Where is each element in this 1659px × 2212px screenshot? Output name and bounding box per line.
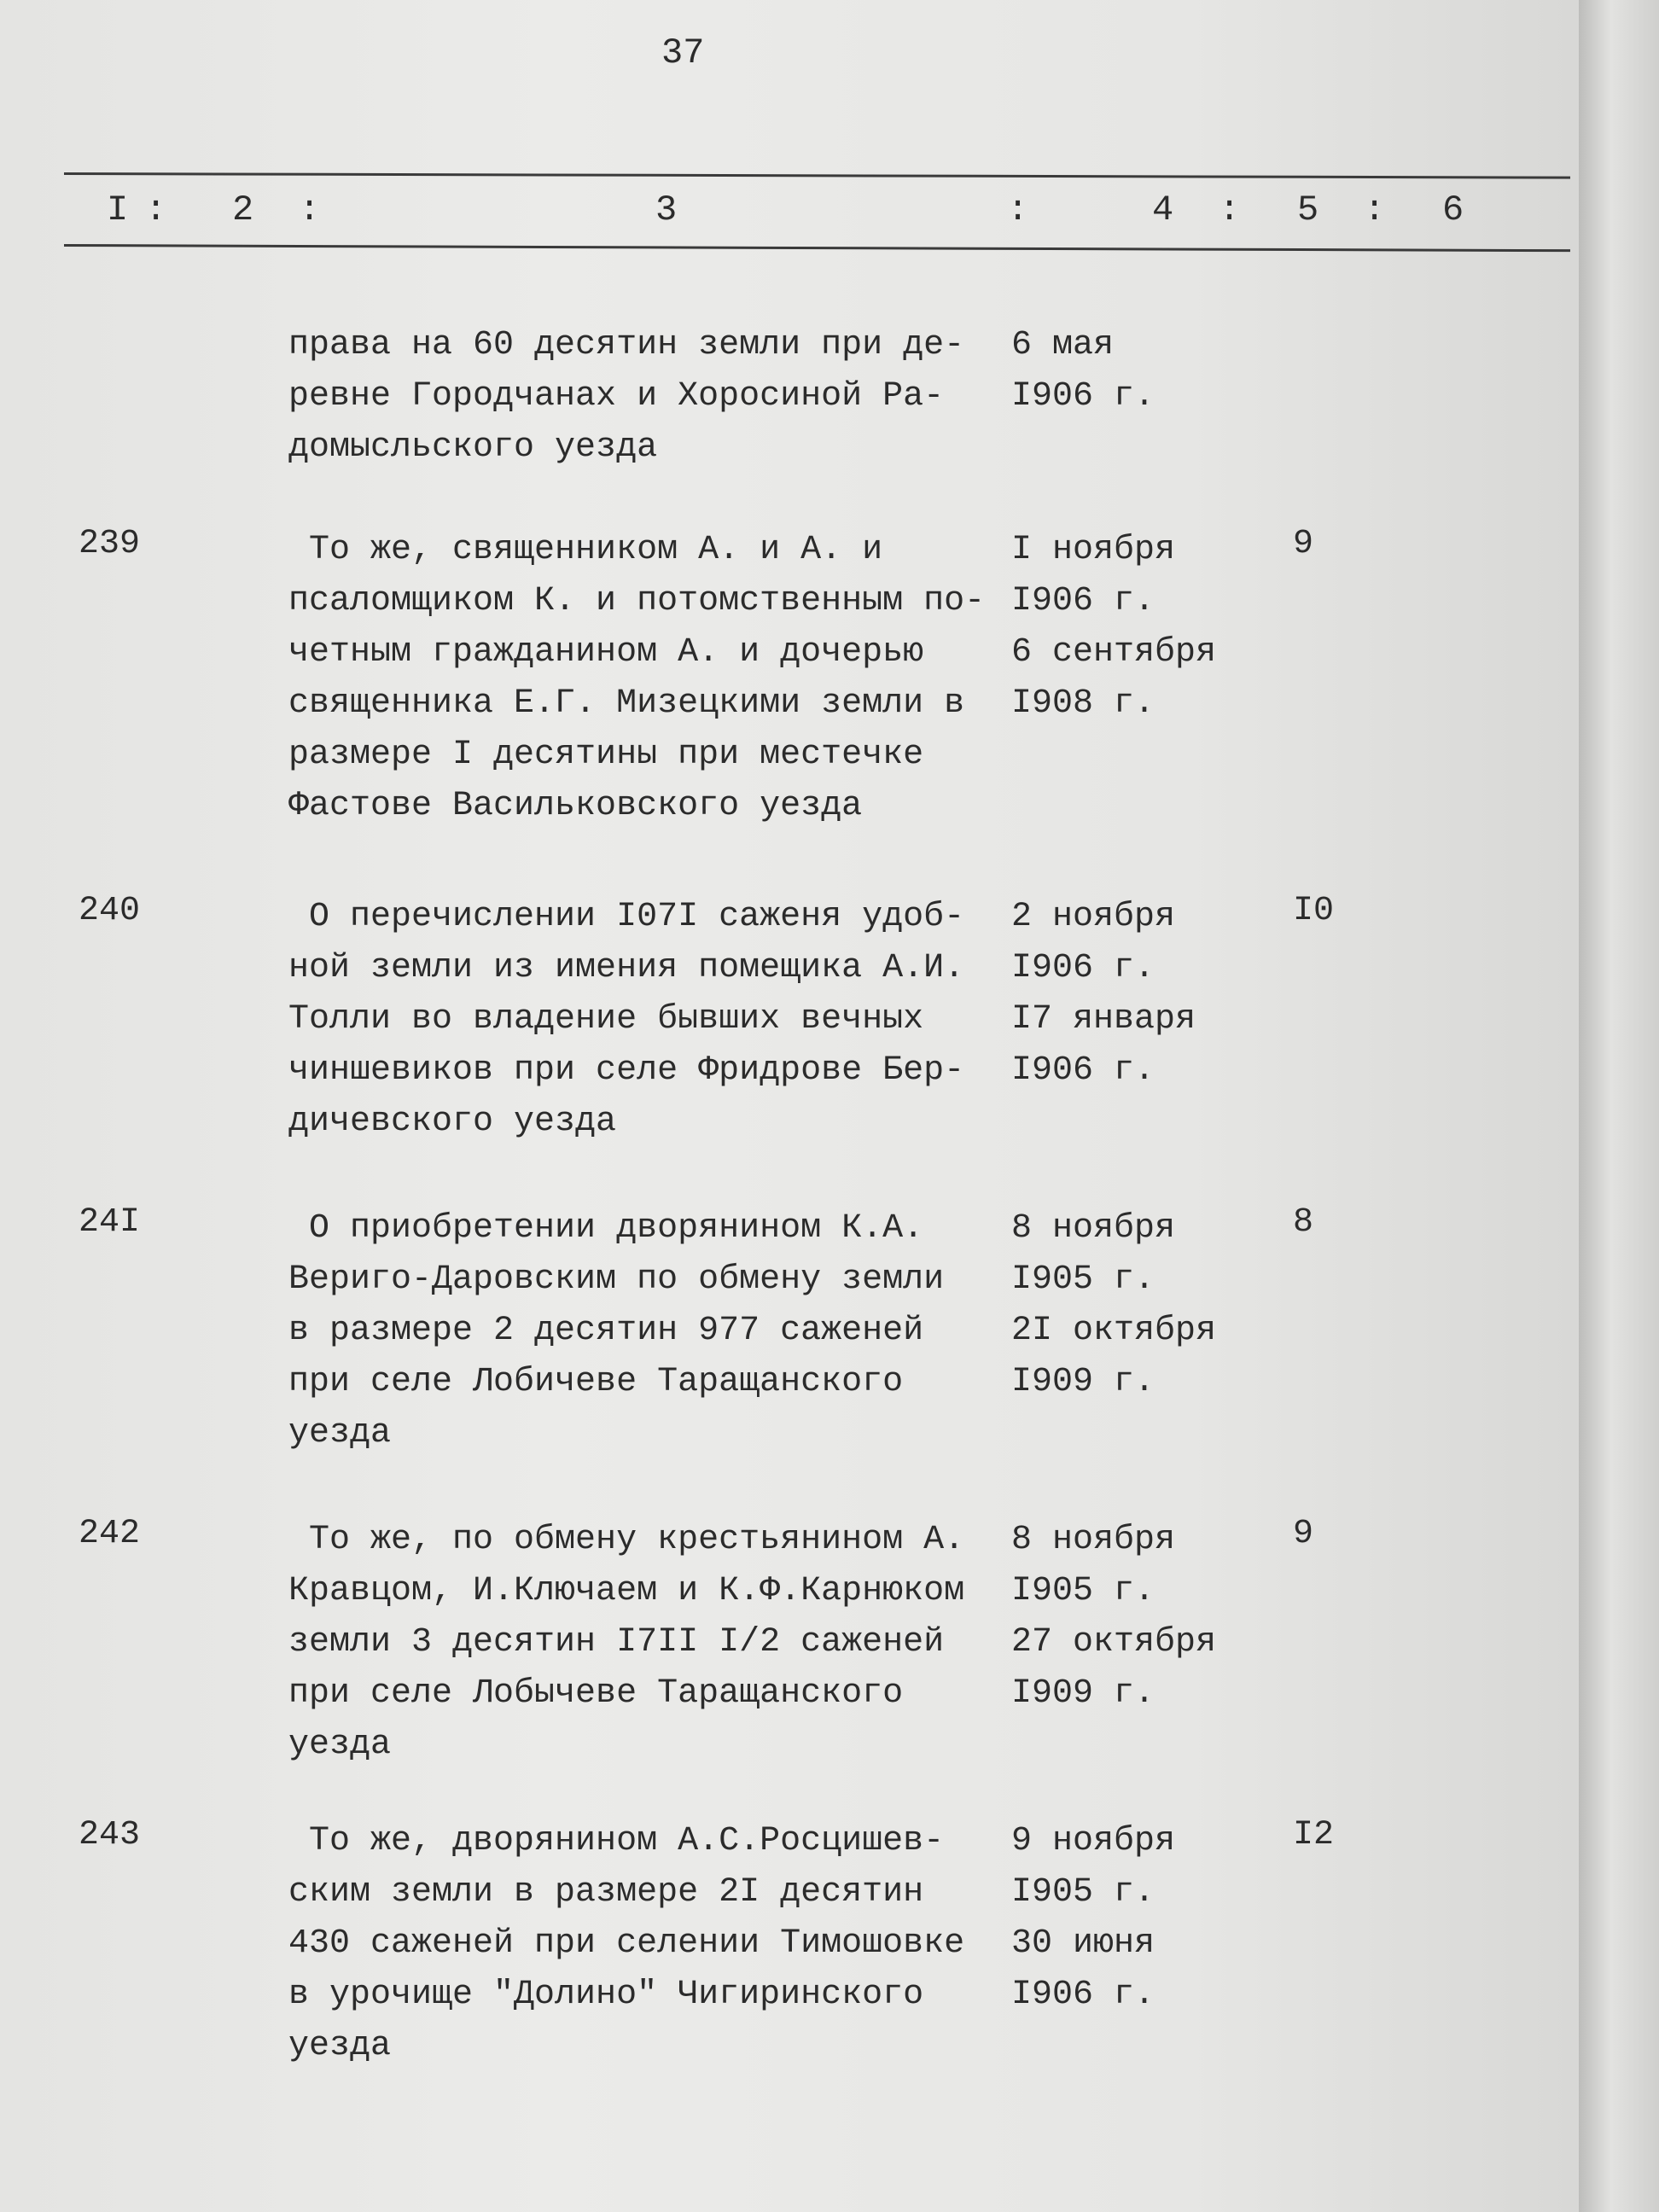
- date-line: 6 сентября: [1011, 633, 1217, 672]
- date-line: I906 г.: [1011, 1976, 1155, 2014]
- desc-line: Толли во владение бывших вечных: [288, 1000, 924, 1039]
- desc-line: священника Е.Г. Мизецкими земли в: [288, 684, 965, 723]
- desc-line: земли 3 десятин I7II I/2 саженей: [288, 1623, 945, 1662]
- entry-dates: [1011, 320, 1267, 422]
- entry-number: 239: [79, 525, 141, 563]
- header-col-1: I: [107, 189, 129, 230]
- desc-line: права на 60 десятин земли при де-: [288, 326, 965, 364]
- desc-line: ревне Городчанах и Хоросиной Ра-: [288, 377, 945, 416]
- entry-sheets: 8: [1293, 1203, 1314, 1242]
- date-line: I906 г.: [1011, 1051, 1155, 1090]
- date-line: I906 г.: [1011, 949, 1155, 987]
- date-line: I905 г.: [1011, 1572, 1155, 1610]
- desc-line: четным гражданином А. и дочерью: [288, 633, 924, 672]
- entry-dates: [1011, 892, 1267, 1097]
- header-sep: :: [1219, 189, 1241, 230]
- desc-line: Кравцом, И.Ключаем и К.Ф.Карнюком: [288, 1572, 965, 1610]
- date-line: I7 января: [1011, 1000, 1196, 1039]
- desc-line: при селе Лобычеве Таращанского: [288, 1674, 904, 1713]
- header-sep: :: [1007, 189, 1029, 230]
- date-line: I905 г.: [1011, 1260, 1155, 1299]
- desc-line: уезда: [288, 1414, 392, 1452]
- header-top-rule: [64, 172, 1570, 179]
- page-edge: [1579, 0, 1659, 2212]
- entry-description: [288, 892, 1022, 1148]
- entry-dates: [1011, 1203, 1267, 1408]
- desc-line: при селе Лобичеве Таращанского: [288, 1363, 904, 1401]
- header-col-4: 4: [1152, 189, 1174, 230]
- header-col-2: 2: [232, 189, 254, 230]
- desc-line: То же, священником А. и А. и: [288, 531, 883, 569]
- entry-sheets: I2: [1293, 1816, 1335, 1854]
- desc-line: в урочище "Долино" Чигиринского: [288, 1976, 924, 2014]
- header-sep: :: [145, 189, 167, 230]
- desc-line: в размере 2 десятин 977 саженей: [288, 1312, 924, 1350]
- desc-line: уезда: [288, 2027, 392, 2065]
- desc-line: домысльского уезда: [288, 428, 658, 467]
- desc-line: псаломщиком К. и потомственным по-: [288, 582, 986, 620]
- entry-description: [288, 1515, 1022, 1771]
- entry-sheets: I0: [1293, 892, 1335, 930]
- date-line: I909 г.: [1011, 1674, 1155, 1713]
- entry-description: [288, 320, 1022, 474]
- entry-sheets: 9: [1293, 1515, 1314, 1553]
- entry-sheets: 9: [1293, 525, 1314, 563]
- entry-description: [288, 1203, 1022, 1459]
- header-sep: :: [1364, 189, 1386, 230]
- entry-number: 243: [79, 1816, 141, 1854]
- date-line: 9 ноября: [1011, 1822, 1176, 1860]
- date-line: I906 г.: [1011, 582, 1155, 620]
- desc-line: Фастове Васильковского уезда: [288, 787, 863, 825]
- date-line: 2I октября: [1011, 1312, 1217, 1350]
- desc-line: О приобретении дворянином К.А.: [288, 1209, 924, 1248]
- desc-line: О перечислении I07I саженя удоб-: [288, 898, 965, 936]
- date-line: I905 г.: [1011, 1873, 1155, 1912]
- entry-dates: [1011, 1816, 1267, 2021]
- date-line: 2 ноября: [1011, 898, 1176, 936]
- entry-description: [288, 1816, 1022, 2072]
- entry-dates: [1011, 525, 1267, 730]
- desc-line: дичевского уезда: [288, 1103, 617, 1141]
- date-line: 8 ноября: [1011, 1209, 1176, 1248]
- header-col-6: 6: [1442, 189, 1464, 230]
- entry-number: 24I: [79, 1203, 141, 1242]
- desc-line: чиншевиков при селе Фридрове Бер-: [288, 1051, 965, 1090]
- date-line: 8 ноября: [1011, 1521, 1176, 1559]
- desc-line: ной земли из имения помещика А.И.: [288, 949, 965, 987]
- header-bottom-rule: [64, 244, 1570, 252]
- date-line: I906 г.: [1011, 377, 1155, 416]
- entry-number: 240: [79, 892, 141, 930]
- date-line: I ноября: [1011, 531, 1176, 569]
- desc-line: То же, по обмену крестьянином А.: [288, 1521, 965, 1559]
- header-col-3: 3: [655, 189, 678, 230]
- header-col-5: 5: [1297, 189, 1319, 230]
- date-line: 30 июня: [1011, 1924, 1155, 1963]
- date-line: I908 г.: [1011, 684, 1155, 723]
- date-line: 6 мая: [1011, 326, 1115, 364]
- entry-number: 242: [79, 1515, 141, 1553]
- desc-line: 430 саженей при селении Тимошовке: [288, 1924, 965, 1963]
- desc-line: То же, дворянином А.С.Росцишев-: [288, 1822, 945, 1860]
- entry-description: [288, 525, 1022, 832]
- desc-line: ским земли в размере 2I десятин: [288, 1873, 924, 1912]
- desc-line: уезда: [288, 1726, 392, 1764]
- date-line: 27 октября: [1011, 1623, 1217, 1662]
- desc-line: размере I десятины при местечке: [288, 736, 924, 774]
- header-sep: :: [299, 189, 321, 230]
- entry-dates: [1011, 1515, 1267, 1720]
- desc-line: Вериго-Даровским по обмену земли: [288, 1260, 945, 1299]
- page-number: 37: [661, 32, 705, 73]
- date-line: I909 г.: [1011, 1363, 1155, 1401]
